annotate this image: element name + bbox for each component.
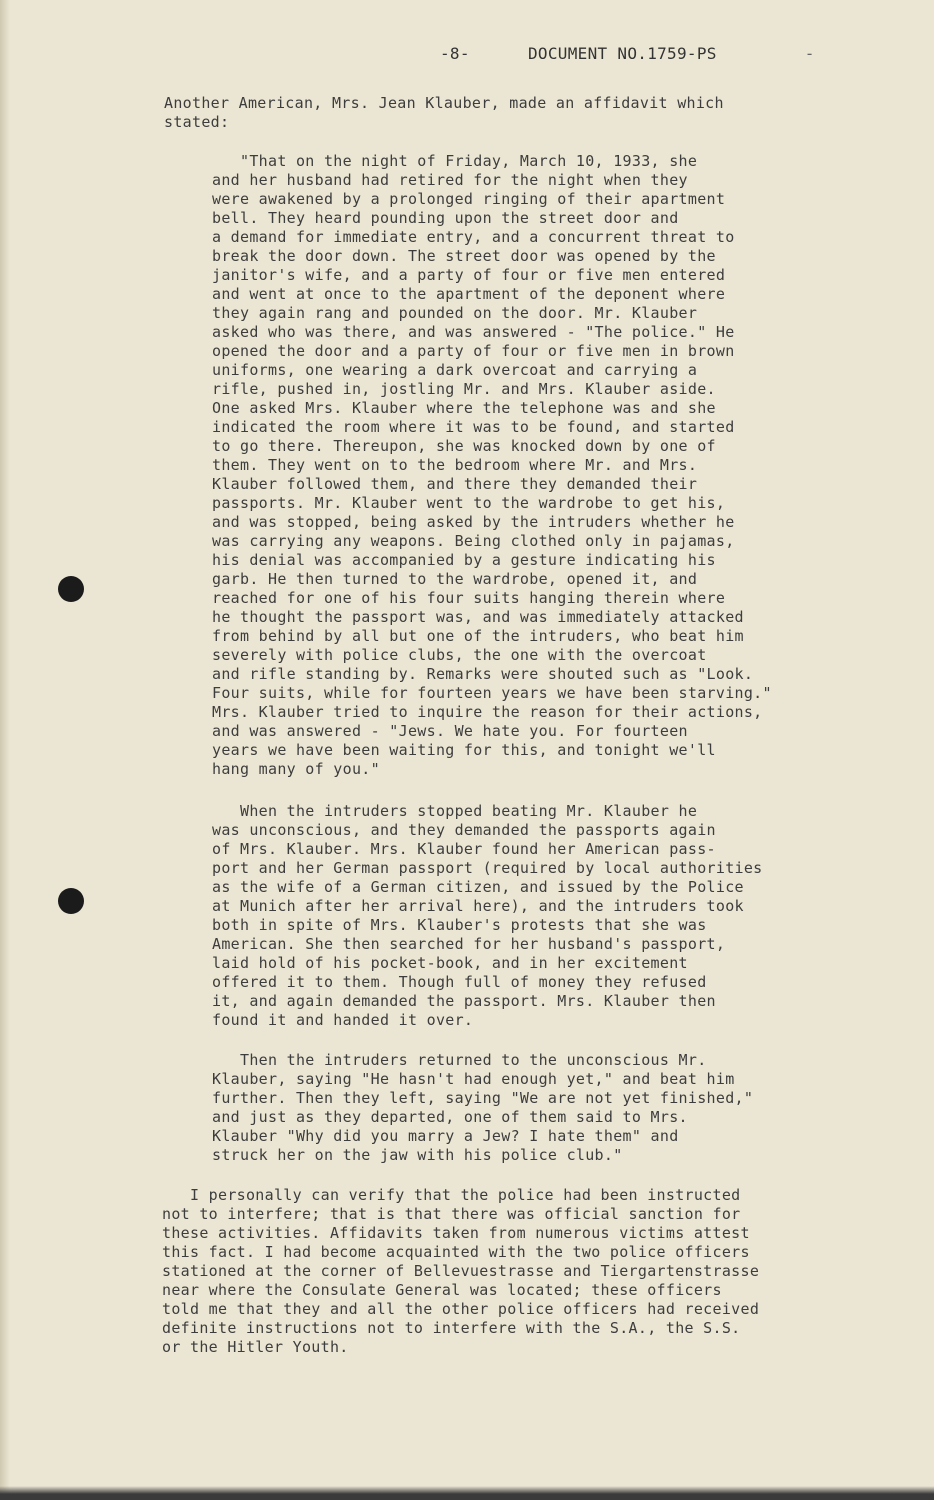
intro-paragraph: Another American, Mrs. Jean Klauber, made an affidavit which stated: <box>164 94 724 131</box>
margin-mark: - <box>804 44 815 63</box>
paper-edge <box>0 0 10 1500</box>
punch-hole-icon <box>58 888 84 914</box>
page-header <box>440 44 880 66</box>
affidavit-paragraph-1: "That on the night of Friday, March 10, 1933, she and her husband had retired for the night when they were awakened by a prolonged ringing of their apartment bell. They heard pounding upon the street door and a demand for immediate entry, and a concurrent threat to break the door down. The street door was opened by the janitor's wife, and a party of four or five men entered and went at once to the apartment of the deponent where they again rang and pounded on the door. Mr. Klauber asked who was there, and was answered - "The police." He opened the door and a party of four or five men in brown uniforms, one wearing a dark overcoat and carrying a rifle, pushed in, jostling Mr. and Mrs. Klauber aside. One asked Mrs. Klauber where the telephone was and she indicated the room where it was to be found, and started to go there. Thereupon, she was knocked down by one of them. They went on to the bedroom where Mr. and Mrs. Klauber followed them, and there they demanded their passports. Mr. Klauber went to the wardrobe to get his, and was stopped, being asked by the intruders whether he was carrying any weapons. Being clothed only in pajamas, his denial was accompanied by a gesture indicating his garb. He then turned to the wardrobe, opened it, and reached for one of his four suits hanging therein where he thought the passport was, and was immediately attacked from behind by all but one of the intruders, who beat him severely with police clubs, the one with the overcoat and rifle standing by. Remarks were shouted such as "Look. Four suits, while for fourteen years we have been starving." Mrs. Klauber tried to inquire the reason for their actions, and was answered - "Jews. We hate you. For fourteen years we have been waiting for this, and tonight we'll hang many of you." <box>212 152 772 778</box>
punch-hole-icon <box>58 576 84 602</box>
page-number: -8- <box>440 44 470 63</box>
document-number: DOCUMENT NO.1759-PS <box>528 44 717 63</box>
scan-bottom-edge <box>0 1486 934 1500</box>
closing-paragraph: I personally can verify that the police had been instructed not to interfere; that is that there was official sanction for these activities. Affidavits taken from numerous victims attest this fact. I had become acquainted with the two police officers stationed at the corner of Bellevuestrasse and Tiergartenstrasse near where the Consulate General was located; these officers told me that they and all the other police officers had received definite instructions not to interfere with the S.A., the S.S. or the Hitler Youth. <box>162 1186 760 1356</box>
affidavit-paragraph-3: Then the intruders returned to the unconscious Mr. Klauber, saying "He hasn't had enough yet," and beat him further. Then they left, saying "We are not yet finished," and just as they departed, one of them said to Mrs. Klauber "Why did you marry a Jew? I hate them" and struck her on the jaw with his police club." <box>212 1051 754 1164</box>
affidavit-paragraph-2: When the intruders stopped beating Mr. Klauber he was unconscious, and they demanded the passports again of Mrs. Klauber. Mrs. Klauber found her American pass- port and her German passport (required by local authorities as the wife of a German citizen, and issued by the Police at Munich after her arrival here), and the intruders took both in spite of Mrs. Klauber's protests that she was American. She then searched for her husband's passport, laid hold of his pocket-book, and in her excitement offered it to them. Though full of money they refused it, and again demanded the passport. Mrs. Klauber then found it and handed it over. <box>212 802 763 1029</box>
